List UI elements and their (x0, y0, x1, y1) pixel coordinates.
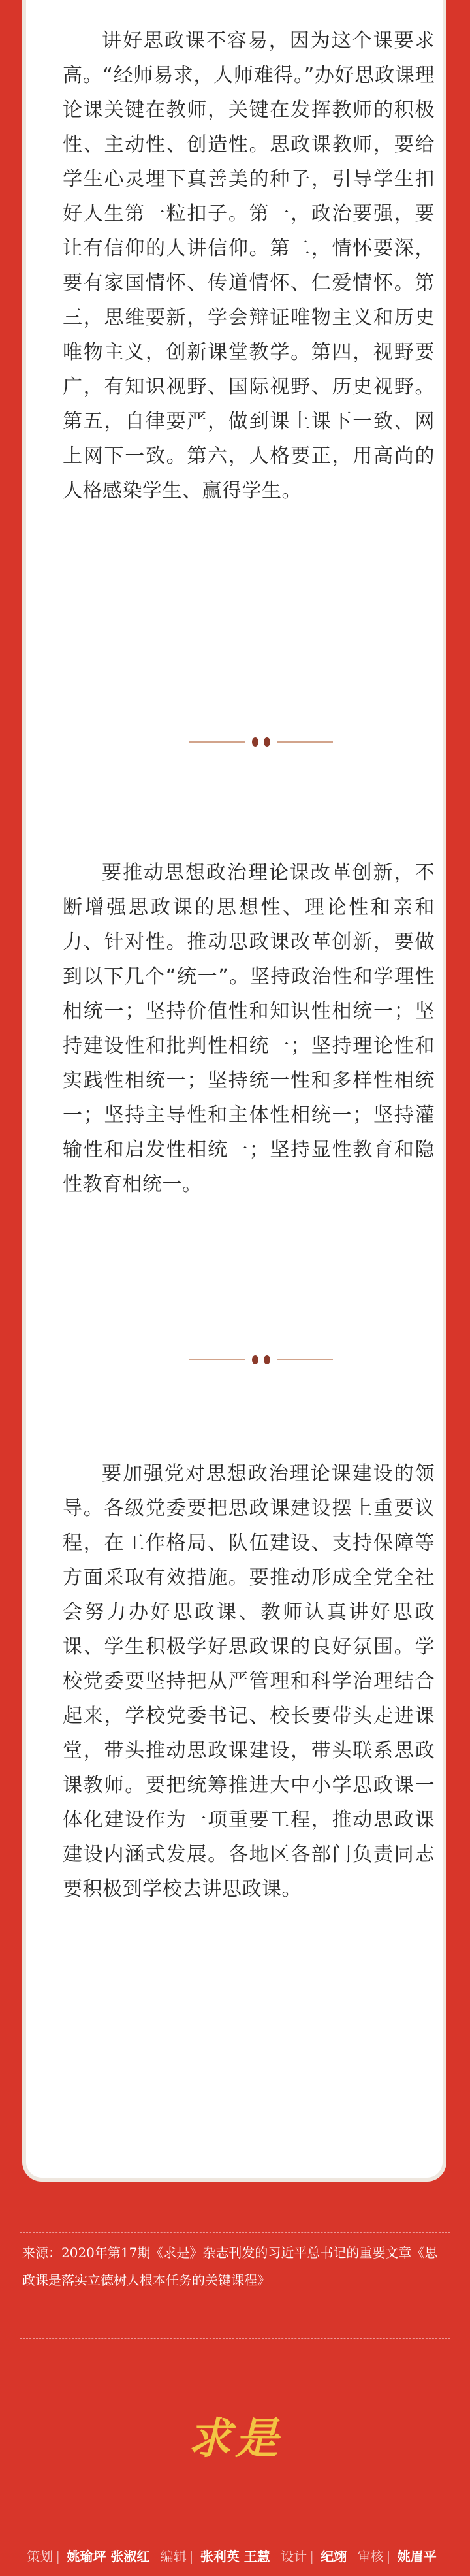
paragraph-teachers: 讲好思政课不容易，因为这个课要求高。“经师易求，人师难得。”办好思政课理论课关键在教师，关键在发挥教师的积极性、主动性、创造性。思政课教师，要给学生心灵埋下真善美的种子，引导学生扣好人生第一粒扣子。第一，政治要强，要让有信仰的人讲信仰。第二，情怀要深，要有家国情怀、传道情怀、仁爱情怀。第三，思维要新，学会辩证唯物主义和历史唯物主义，创新课堂教学。第四，视野要广，有知识视野、国际视野、历史视野。第五，自律要严，做到课上课下一致、网上网下一致。第六，人格要正，用高尚的人格感染学生、赢得学生。 (63, 29, 435, 502)
divider-dot (264, 737, 270, 747)
design-names: 纪翊 (321, 2549, 347, 2564)
paragraph-leadership: 要加强党对思想政治理论课建设的领导。各级党委要把思政课建设摆上重要议程，在工作格局、队伍建设、支持保障等方面采取有效措施。要推动形成全党全社会努力办好思政课、教师认真讲好思政课、学生积极学好思政课的良好氛围。学校党委要坚持把从严管理和科学治理结合起来，学校党委书记、校长要带头走进课堂，带头推动思政课建设，带头联系思政课教师。要把统筹推进大中小学思政课一体化建设作为一项重要工程，推动思政课建设内涵式发展。各地区各部门负责同志要积极到学校去讲思政课。 (63, 1462, 435, 1901)
section-divider (189, 735, 333, 749)
divider-line (189, 741, 245, 743)
design-label: 设计 (281, 2549, 307, 2564)
article-card (22, 0, 446, 2182)
divider-dot (264, 1355, 270, 1364)
editing-label: 编辑 (160, 2549, 187, 2564)
divider-line (189, 1359, 245, 1360)
qiushi-logo: 求是 (188, 2413, 282, 2464)
footer-rule (20, 2232, 450, 2233)
credits-bar: 策划 | 姚瑜坪 张淑红 编辑 | 张利英 王慧 设计 | 纪翊 审核 | 姚眉平 (27, 2549, 437, 2564)
source-note: 来源：2020年第17期《求是》杂志刊发的习近平总书记的重要文章《思政课是落实立德树人根本任务的关键课程》 (22, 2245, 438, 2288)
editing-names: 张利英 王慧 (200, 2549, 270, 2564)
planning-label: 策划 (27, 2549, 54, 2564)
divider-dot (252, 737, 258, 747)
footer-rule (20, 2338, 450, 2339)
divider-line (277, 741, 333, 743)
divider-line (277, 1359, 333, 1360)
planning-names: 姚瑜坪 张淑红 (67, 2549, 150, 2564)
divider-dot (252, 1355, 258, 1364)
review-label: 审核 (357, 2549, 384, 2564)
paragraph-reform: 要推动思想政治理论课改革创新，不断增强思政课的思想性、理论性和亲和力、针对性。推动思政课改革创新，要做到以下几个“统一”。坚持政治性和学理性相统一；坚持价值性和知识性相统一；坚持建设性和批判性相统一；坚持理论性和实践性相统一；坚持统一性和多样性相统一；坚持主导性和主体性相统一；坚持灌输性和启发性相统一；坚持显性教育和隐性教育相统一。 (63, 861, 435, 1196)
section-divider (189, 1353, 333, 1366)
review-names: 姚眉平 (397, 2549, 437, 2564)
